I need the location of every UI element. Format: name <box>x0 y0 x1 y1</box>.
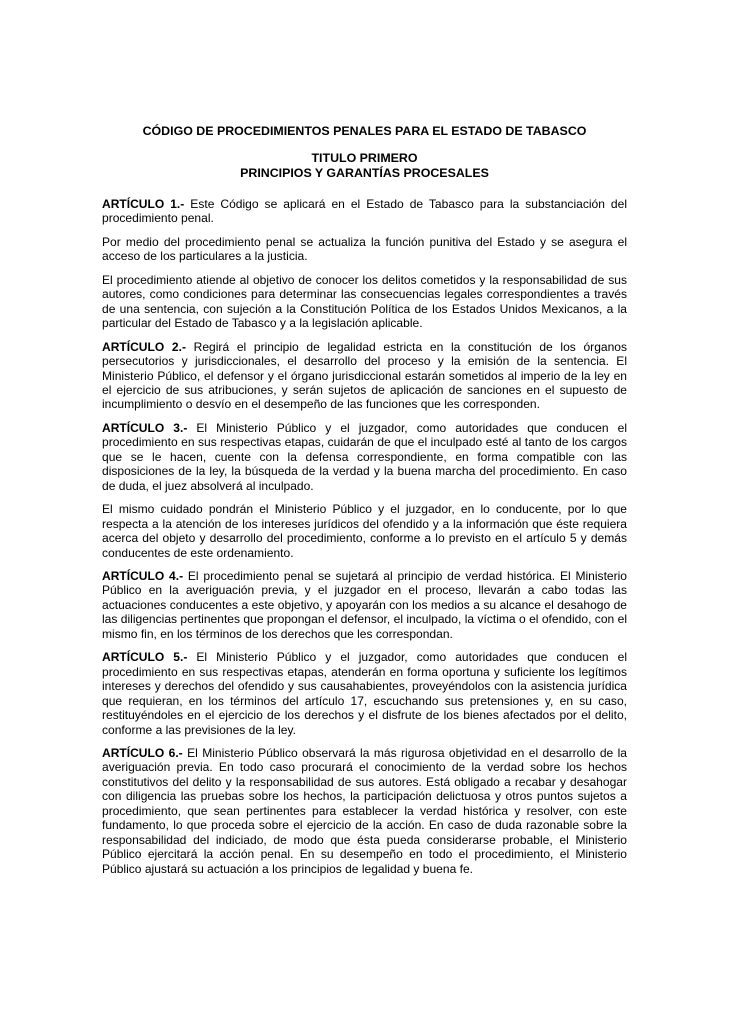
article-2-text-1: Regirá el principio de legalidad estricta en la constitución de los órganos persecutorios y jurisdiccionales, el desarrollo del proceso y la emisión de la sentencia. El Ministerio Público, el defensor y el órgano jurisdiccional estarán sometidos al imperio de la ley en el ejercicio de sus atribuciones, y serán sujetos de aplicación de sanciones en el supuesto de incumplimiento o desvío en el desempeño de las funciones que les corresponden. <box>102 339 628 412</box>
document-title: CÓDIGO DE PROCEDIMIENTOS PENALES PARA EL ESTADO DE TABASCO <box>142 124 587 138</box>
article-3-paragraph-2: El mismo cuidado pondrán el Ministerio Público y el juzgador, en lo conducente, por lo que respecta a la atención de los intereses jurídicos del ofendido y a la información que éste requiera acerca del objeto y desarrollo del procedimiento, conforme a lo previsto en el artículo 5 y demás conducentes de este ordenamiento. <box>102 502 627 560</box>
article-1-paragraph-3: El procedimiento atiende al objetivo de conocer los delitos cometidos y la responsabilidad de sus autores, como condiciones para determinar las consecuencias legales correspondientes a través de una sentencia, con sujeción a la Constitución Política de los Estados Unidos Mexicanos, a la particular del Estado de Tabasco y a la legislación aplicable. <box>102 272 627 331</box>
article-2-paragraph-1 <box>102 340 627 412</box>
section-subtitle: PRINCIPIOS Y GARANTÍAS PROCESALES <box>240 166 489 180</box>
article-6-paragraph-1 <box>102 746 627 876</box>
article-4-paragraph-1 <box>102 569 627 641</box>
article-1-paragraph-1 <box>102 197 627 226</box>
article-1-text-1: Este Código se aplicará en el Estado de Tabasco para la substanciación del procedimiento penal. <box>102 197 628 226</box>
article-4-label: ARTÍCULO 4.- <box>102 568 184 583</box>
article-1-label: ARTÍCULO 1.- <box>102 197 185 211</box>
article-5-label: ARTÍCULO 5.- <box>102 650 188 665</box>
article-6-text-1: El Ministerio Público observará la más rigurosa objetividad en el desarrollo de la averiguación previa. En todo caso procurará el conocimiento de la verdad sobre los hechos constitutivos del delito y la responsabilidad de sus autores. Está obligado a recabar y desahogar con diligencia las pruebas sobre los hechos, la participación delictuosa y otros puntos sujetos a procedimiento, que sean pertinentes para establecer la verdad histórica y resolver, con este fundamento, lo que proceda sobre el ejercicio de la acción. En caso de duda razonable sobre la responsabilidad del indiciado, de modo que ésta pueda considerarse probable, el Ministerio Público ejercitará la acción penal. En su desempeño en todo el procedimiento, el Ministerio Público ajustará su actuación a los principios de legalidad y buena fe. <box>102 745 628 876</box>
section-title: TITULO PRIMERO <box>311 151 418 165</box>
article-3-text-1: El Ministerio Público y el juzgador, como autoridades que conducen el procedimiento en sus respectivas etapas, cuidarán de que el inculpado esté al tanto de los cargos que se le hacen, cuente con la defensa correspondiente, en forma compatible con las disposiciones de la ley, la búsqueda de la verdad y la buena marcha del procedimiento. En caso de duda, el juez absolverá al inculpado. <box>102 420 627 493</box>
article-5-paragraph-1 <box>102 650 627 737</box>
article-1-paragraph-2: Por medio del procedimiento penal se actualiza la función punitiva del Estado y se asegura el acceso de los particulares a la justicia. <box>102 234 627 264</box>
article-2-label: ARTÍCULO 2.- <box>102 339 186 354</box>
document-body <box>102 197 627 885</box>
article-4-text-1: El procedimiento penal se sujetará al principio de verdad histórica. El Ministerio Público en la averiguación previa, y el juzgador en el proceso, llevarán a cabo todas las actuaciones conducentes a este objetivo, y apoyarán con los medios a su alcance el desahogo de las diligencias pertinentes que propongan el defensor, el inculpado, la víctima o el ofendido, con el mismo fin, en los términos de los derechos que les correspondan. <box>102 568 628 641</box>
article-5-text-1: El Ministerio Público y el juzgador, como autoridades que conducen el procedimiento en sus respectivas etapas, atenderán en forma oportuna y suficiente los legítimos intereses y derechos del ofendido y sus causahabientes, proveyéndolos con la asistencia jurídica que requieran, en los términos del artículo 17, escuchando sus pretensiones y, en su caso, restituyéndoles en el ejercicio de los derechos y el disfrute de los bienes afectados por el delito, conforme a las previsiones de la ley. <box>102 650 627 737</box>
article-3-paragraph-1 <box>102 421 627 493</box>
article-6-label: ARTÍCULO 6.- <box>102 745 183 760</box>
article-3-label: ARTÍCULO 3.- <box>102 420 188 435</box>
